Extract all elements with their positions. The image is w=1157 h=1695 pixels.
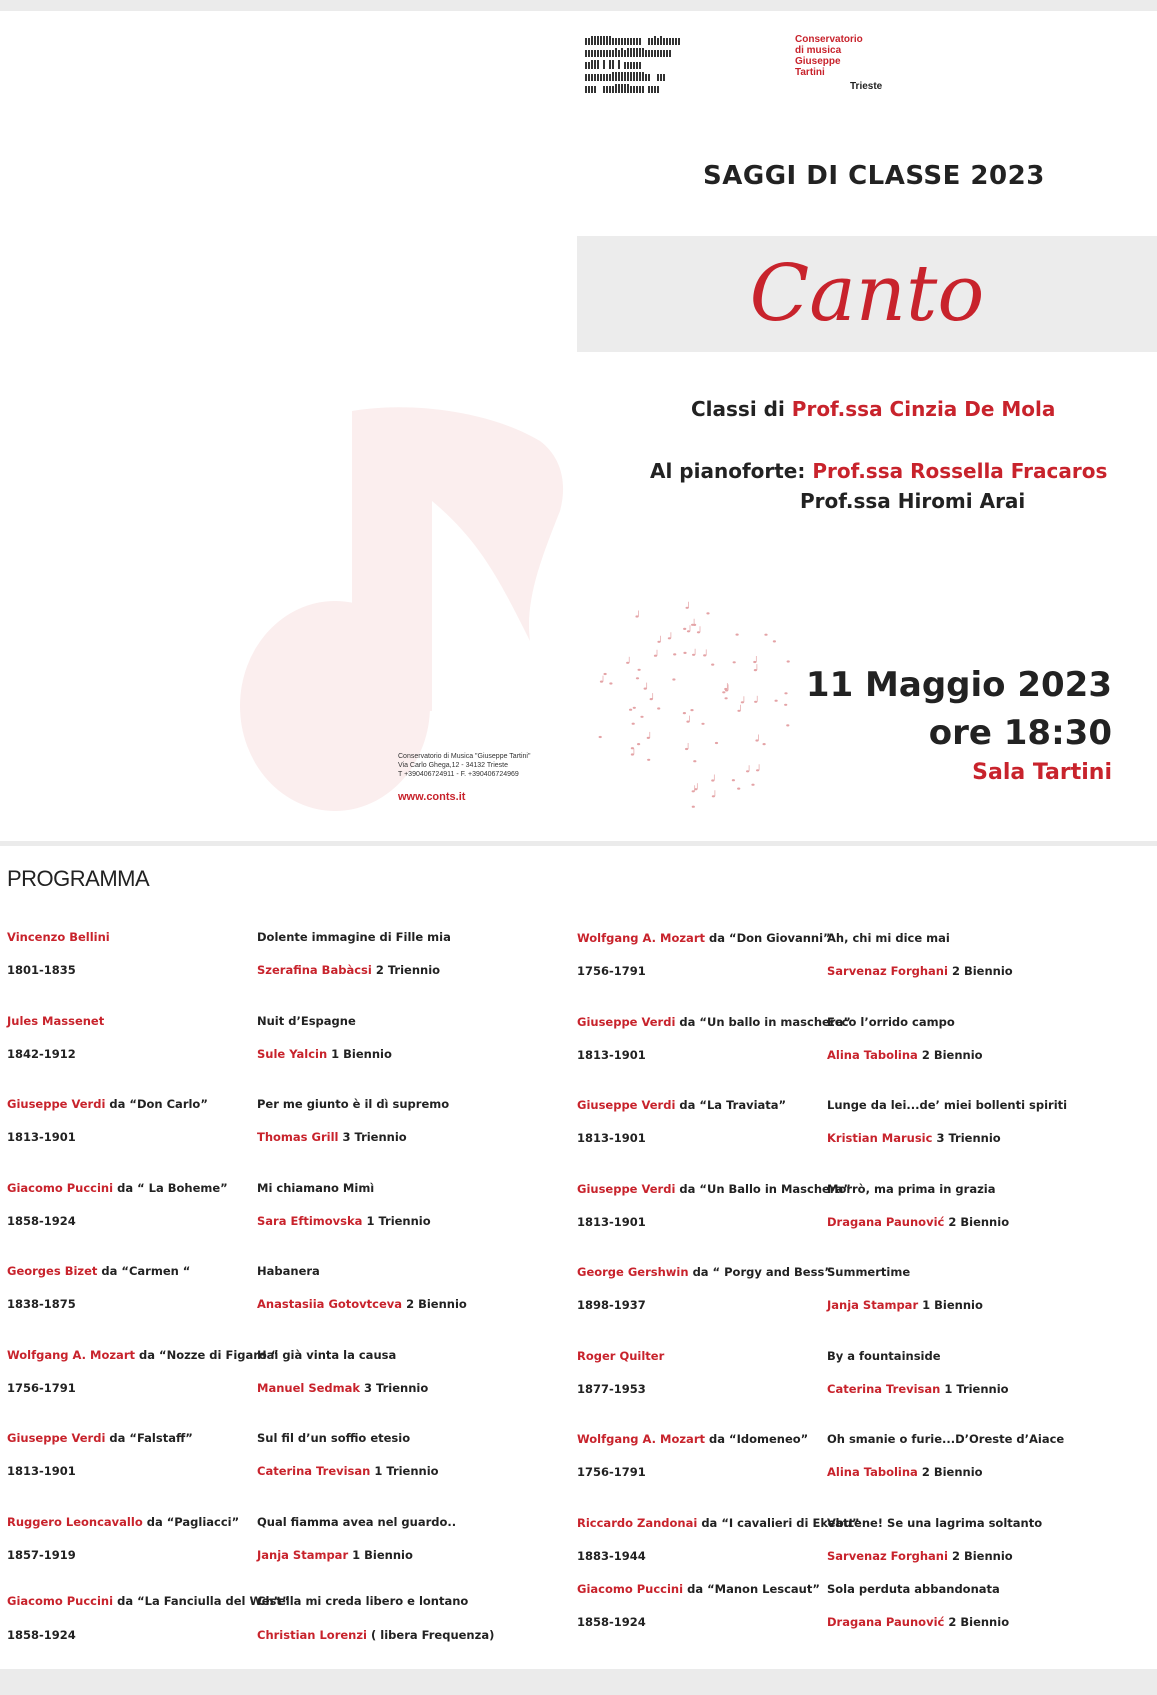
composer-line	[577, 1582, 820, 1596]
performer-name: Caterina Trevisan	[257, 1464, 371, 1478]
composer-name: Roger Quilter	[577, 1348, 665, 1363]
performer-name: Alina Tabolina	[827, 1047, 918, 1062]
opera-title: da “La Fanciulla del West”	[117, 1594, 290, 1608]
programme-title: PROGRAMMA	[7, 866, 150, 891]
composer-years: 1838-1875	[7, 1297, 76, 1311]
piece-title: Per me giunto è il dì supremo	[257, 1097, 450, 1111]
performer-line	[257, 1047, 392, 1061]
piece-title: Lunge da lei...de’ miei bollenti spiriti	[827, 1098, 1068, 1112]
composer-name: Wolfgang A. Mozart	[577, 931, 705, 945]
discipline-banner	[577, 236, 1157, 352]
composer-line	[7, 1014, 104, 1028]
opera-title: da “ La Boheme”	[117, 1180, 228, 1195]
composer-name: Jules Massenet	[7, 1013, 105, 1028]
piece-title: Mi chiamano Mimì	[257, 1180, 375, 1195]
composer-line	[577, 1265, 832, 1279]
performer-level: 2 Biennio	[921, 1465, 983, 1479]
conservatorio-logo-bars	[585, 35, 760, 95]
website-link[interactable]: www.conts.it	[398, 791, 466, 803]
performer-line	[257, 1297, 467, 1311]
event-date-block	[806, 661, 1112, 789]
composer-years: 1883-1944	[577, 1548, 646, 1563]
composer-line	[577, 1182, 851, 1196]
composer-line	[7, 930, 110, 944]
performer-level: 1 Triennio	[374, 1464, 439, 1478]
composer-years: 1857-1919	[7, 1547, 76, 1562]
opera-title: da “Un ballo in maschera”	[679, 1014, 851, 1029]
composer-line	[7, 1264, 190, 1278]
piece-title: By a fountainside	[827, 1348, 941, 1363]
opera-title: da “Don Giovanni”	[709, 931, 831, 945]
composer-years: 1813-1901	[7, 1464, 76, 1478]
opera-title: da “Don Carlo”	[109, 1097, 208, 1111]
performer-name: Kristian Marusic	[827, 1131, 933, 1145]
piece-title: Ecco l’orrido campo	[827, 1014, 955, 1029]
performer-line	[257, 1214, 431, 1228]
piece-title: Habanera	[257, 1264, 320, 1278]
performer-line	[257, 1130, 407, 1144]
performer-line	[827, 1215, 1009, 1229]
composer-line	[577, 931, 831, 945]
performer-name: Janja Stampar	[257, 1547, 349, 1562]
performer-level: 1 Biennio	[352, 1547, 413, 1562]
performer-line	[827, 1048, 983, 1062]
performer-name: Caterina Trevisan	[827, 1381, 941, 1396]
performer-level: 2 Triennio	[375, 963, 441, 977]
opera-title: da “La Traviata”	[679, 1098, 787, 1112]
piece-title: Qual fiamma avea nel guardo..	[257, 1514, 457, 1529]
composer-line	[577, 1349, 664, 1363]
composer-years: 1898-1937	[577, 1298, 646, 1312]
composer-name: George Gershwin	[577, 1265, 689, 1279]
performer-level: 2 Biennio	[951, 964, 1013, 978]
piano-teacher-2: Prof.ssa Hiromi Arai	[800, 489, 1026, 513]
scattered-notes-decoration	[580, 596, 840, 826]
performer-name: Christian Lorenzi	[257, 1628, 367, 1642]
composer-years: 1813-1901	[577, 1214, 646, 1229]
piece-title: Hai già vinta la causa	[257, 1347, 397, 1362]
performer-line	[257, 1548, 413, 1562]
composer-name: Ruggero Leoncavallo	[7, 1514, 143, 1529]
composer-line	[577, 1098, 786, 1112]
composer-years: 1756-1791	[7, 1380, 76, 1395]
composer-line	[577, 1015, 851, 1029]
opera-title: da “Falstaff”	[109, 1431, 193, 1445]
piece-title: Ah, chi mi dice mai	[827, 931, 950, 945]
performer-level: 2 Biennio	[921, 1047, 983, 1062]
piece-title: Nuit d’Espagne	[257, 1013, 356, 1028]
piece-title: Ch’ella mi creda libero e lontano	[257, 1594, 469, 1608]
composer-years: 1801-1835	[7, 963, 76, 977]
piano-label: Al pianoforte:	[650, 459, 806, 483]
composer-years: 1858-1924	[7, 1213, 76, 1228]
cover-sheet	[0, 11, 1157, 841]
performer-name: Thomas Grill	[257, 1130, 339, 1144]
performer-level: 2 Biennio	[948, 1615, 1010, 1629]
composer-name: Giuseppe Verdi	[577, 1098, 676, 1112]
address-block: Conservatorio di Musica "Giuseppe Tartini" Via Carlo Ghega,12 - 34132 Trieste T +390406724911 - F. +390406724969	[398, 753, 531, 778]
programme-sheet	[0, 846, 1157, 1669]
performer-line	[827, 1465, 983, 1479]
performer-name: Sara Eftimovska	[257, 1213, 363, 1228]
performer-name: Sule Yalcin	[257, 1046, 328, 1061]
composer-name: Wolfgang A. Mozart	[7, 1347, 135, 1362]
performer-line	[257, 1628, 494, 1642]
composer-years: 1813-1901	[7, 1130, 76, 1144]
performer-line	[827, 1382, 1009, 1396]
performer-line	[257, 963, 440, 977]
opera-title: da “Carmen “	[101, 1264, 191, 1278]
discipline-title: Canto	[749, 249, 985, 339]
performer-level: 1 Triennio	[944, 1381, 1009, 1396]
performer-name: Dragana Paunović	[827, 1214, 945, 1229]
piece-title: Morrò, ma prima in grazia	[827, 1181, 996, 1196]
performer-level: 1 Triennio	[366, 1213, 431, 1228]
performer-level: 1 Biennio	[922, 1298, 983, 1312]
conservatorio-logo-text: Conservatorio di musica Giuseppe Tartini	[795, 34, 863, 78]
performer-name: Janja Stampar	[827, 1298, 919, 1312]
performer-name: Manuel Sedmak	[257, 1380, 361, 1395]
composer-name: Giuseppe Verdi	[7, 1431, 106, 1445]
composer-line	[7, 1515, 239, 1529]
performer-level: 2 Biennio	[406, 1297, 467, 1311]
composer-line	[7, 1181, 228, 1195]
opera-title: da “Nozze di Figaro “	[139, 1347, 279, 1362]
composer-name: Giacomo Puccini	[7, 1180, 114, 1195]
composer-years: 1858-1924	[577, 1615, 646, 1629]
classi-teacher: Prof.ssa Cinzia De Mola	[791, 397, 1056, 421]
performer-level: 1 Biennio	[331, 1046, 392, 1061]
performer-line	[257, 1381, 428, 1395]
opera-title: da “ Porgy and Bess”	[692, 1265, 832, 1279]
event-series-title: SAGGI DI CLASSE 2023	[703, 161, 1045, 191]
composer-line	[7, 1594, 289, 1608]
opera-title: da “I cavalieri di Ekebu”	[701, 1515, 860, 1530]
composer-years: 1756-1791	[577, 964, 646, 978]
composer-name: Giuseppe Verdi	[577, 1014, 676, 1029]
opera-title: da “Idomeneo”	[709, 1432, 809, 1446]
performer-level: 3 Triennio	[342, 1130, 407, 1144]
event-venue: Sala Tartini	[972, 760, 1112, 785]
piece-title: Vattene! Se una lagrima soltanto	[827, 1515, 1043, 1530]
composer-years: 1756-1791	[577, 1465, 646, 1479]
composer-line	[7, 1097, 208, 1111]
composer-name: Riccardo Zandonai	[577, 1515, 698, 1530]
opera-title: da “Manon Lescaut”	[687, 1582, 820, 1596]
composer-years: 1858-1924	[7, 1628, 76, 1642]
event-date: 11 Maggio 2023	[805, 665, 1112, 705]
performer-name: Dragana Paunović	[827, 1615, 945, 1629]
piano-teacher-1: Prof.ssa Rossella Fracaros	[812, 459, 1108, 483]
composer-name: Giacomo Puccini	[577, 1582, 684, 1596]
performer-line	[827, 1615, 1009, 1629]
composer-name: Georges Bizet	[7, 1264, 98, 1278]
performer-level: 2 Biennio	[948, 1214, 1010, 1229]
performer-line	[257, 1464, 439, 1478]
classi-label: Classi di	[691, 397, 785, 421]
performer-line	[827, 1549, 1013, 1563]
performer-name: Sarvenaz Forghani	[827, 1548, 948, 1563]
composer-years: 1877-1953	[577, 1381, 646, 1396]
composer-line	[577, 1432, 808, 1446]
piece-title: Summertime	[827, 1265, 911, 1279]
composer-name: Giuseppe Verdi	[577, 1181, 676, 1196]
piece-title: Dolente immagine di Fille mia	[257, 930, 451, 944]
performer-name: Szerafina Babàcsi	[257, 963, 372, 977]
logo-city: Trieste	[850, 81, 883, 92]
performer-name: Sarvenaz Forghani	[827, 964, 948, 978]
composer-line	[7, 1348, 278, 1362]
composer-name: Giuseppe Verdi	[7, 1097, 106, 1111]
classi-line	[691, 397, 1055, 421]
composer-line	[7, 1431, 193, 1445]
performer-level: 3 Triennio	[936, 1131, 1001, 1145]
performer-line	[827, 1298, 983, 1312]
composer-line	[577, 1516, 859, 1530]
event-time: ore 18:30	[928, 713, 1112, 753]
composer-years: 1813-1901	[577, 1047, 646, 1062]
composer-years: 1842-1912	[7, 1046, 76, 1061]
composer-name: Vincenzo Bellini	[7, 930, 110, 944]
performer-line	[827, 964, 1013, 978]
performer-line	[827, 1131, 1001, 1145]
performer-level: ( libera Frequenza)	[371, 1628, 495, 1642]
performer-name: Alina Tabolina	[827, 1465, 918, 1479]
opera-title: da “Un Ballo in Maschera”	[679, 1181, 851, 1196]
performer-level: 3 Triennio	[364, 1380, 429, 1395]
piece-title: Oh smanie o furie...D’Oreste d’Aiace	[827, 1432, 1065, 1446]
piece-title: Sola perduta abbandonata	[827, 1582, 1000, 1596]
piece-title: Sul fil d’un soffio etesio	[257, 1431, 411, 1445]
performer-level: 2 Biennio	[951, 1548, 1013, 1563]
performer-name: Anastasiia Gotovtceva	[257, 1297, 403, 1311]
piano-line	[650, 459, 1107, 483]
composer-years: 1813-1901	[577, 1131, 646, 1145]
composer-name: Wolfgang A. Mozart	[577, 1432, 705, 1446]
composer-name: Giacomo Puccini	[7, 1594, 114, 1608]
opera-title: da “Pagliacci”	[146, 1514, 240, 1529]
